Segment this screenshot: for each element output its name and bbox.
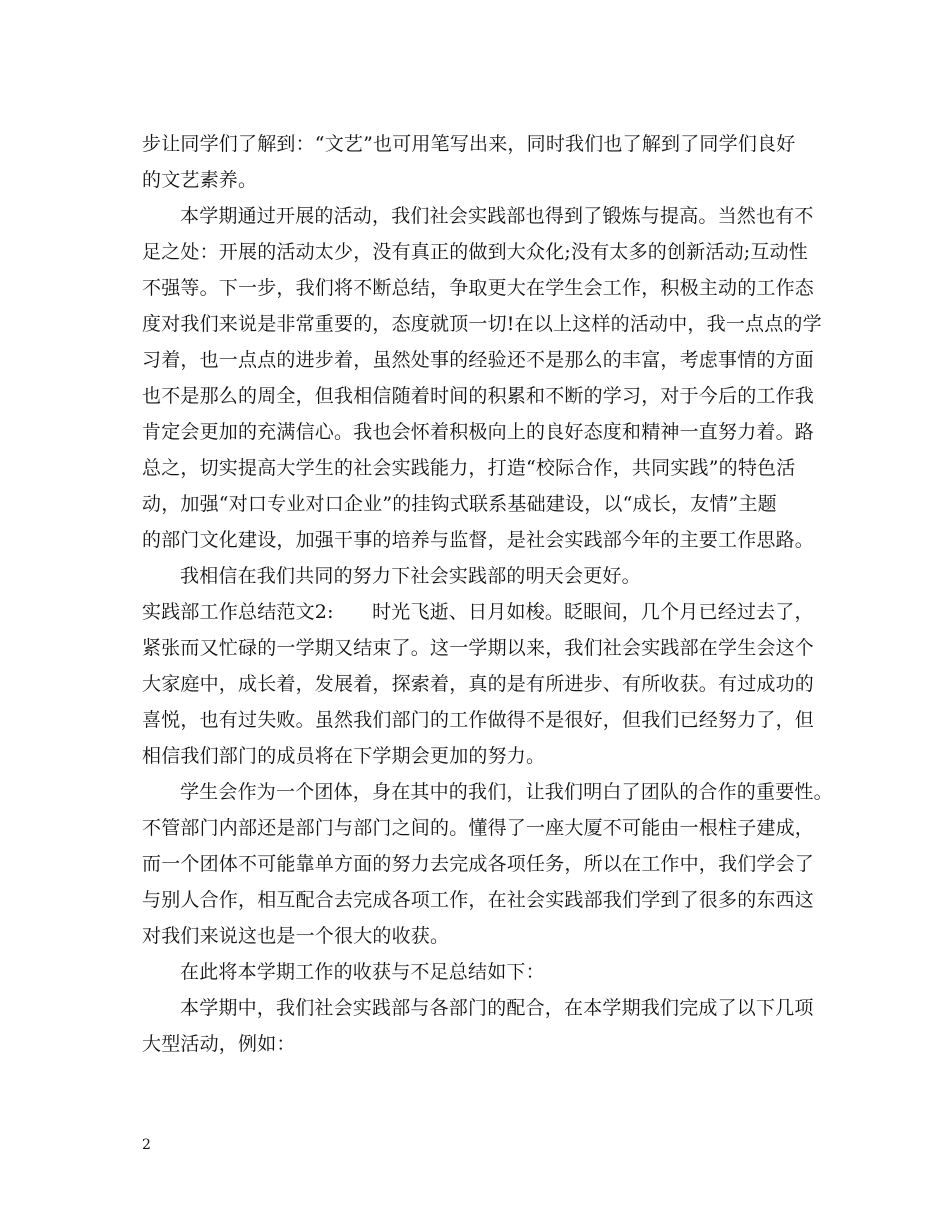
text-line: 不管部门内部还是部门与部门之间的。懂得了一座大厦不可能由一根柱子建成，	[142, 817, 815, 839]
text-line: 习着，也一点点的进步着，虽然处事的经验还不是那么的丰富，考虑事情的方面	[142, 349, 815, 371]
text-line: 肯定会更加的充满信心。我也会怀着积极向上的良好态度和精神一直努力着。路	[142, 421, 815, 443]
text-line: 的文艺素养。	[142, 169, 258, 191]
page-number: 2	[142, 1137, 151, 1153]
text-line: 本学期通过开展的活动，我们社会实践部也得到了锻炼与提高。当然也有不	[180, 205, 814, 227]
text-line: 相信我们部门的成员将在下学期会更加的努力。	[142, 745, 546, 767]
text-line: 而一个团体不可能靠单方面的努力去完成各项任务，所以在工作中，我们学会了	[142, 853, 815, 875]
text-line: 动，加强“对口专业对口企业”的挂钩式联系基础建设，以“成长，友情”主题	[142, 493, 777, 515]
text-line: 大型活动，例如：	[142, 1033, 296, 1055]
text-line: 足之处：开展的活动太少，没有真正的做到大众化;没有太多的创新活动;互动性	[142, 241, 809, 263]
text-line: 学生会作为一个团体，身在其中的我们，让我们明白了团队的合作的重要性。	[180, 781, 833, 803]
text-line: 度对我们来说是非常重要的，态度就顶一切!在以上这样的活动中，我一点点的学	[142, 313, 822, 335]
text-line: 大家庭中，成长着，发展着，探索着，真的是有所进步、有所收获。有过成功的	[142, 673, 815, 695]
text-line: 在此将本学期工作的收获与不足总结如下：	[180, 961, 545, 983]
text-line: 喜悦，也有过失败。虽然我们部门的工作做得不是很好，但我们已经努力了，但	[142, 709, 815, 731]
document-body	[142, 126, 833, 1062]
text-line: 不强等。下一步，我们将不断总结，争取更大在学生会工作，积极主动的工作态	[142, 277, 815, 299]
text-line: 也不是那么的周全，但我相信随着时间的积累和不断的学习，对于今后的工作我	[142, 385, 815, 407]
text-line: 本学期中，我们社会实践部与各部门的配合，在本学期我们完成了以下几项	[180, 997, 814, 1019]
text-line: 对我们来说这也是一个很大的收获。	[142, 925, 450, 947]
text-line: 总之，切实提高大学生的社会实践能力，打造“校际合作，共同实践”的特色活	[142, 457, 796, 479]
text-line: 紧张而又忙碌的一学期又结束了。这一学期以来，我们社会实践部在学生会这个	[142, 637, 815, 659]
text-line: 步让同学们了解到：“文艺”也可用笔写出来，同时我们也了解到了同学们良好	[142, 133, 796, 155]
text-line: 实践部工作总结范文2: 时光飞逝、日月如梭。眨眼间，几个月已经过去了，	[142, 601, 814, 623]
text-line: 与别人合作，相互配合去完成各项工作，在社会实践部我们学到了很多的东西这	[142, 889, 815, 911]
text-line: 的部门文化建设，加强干事的培养与监督，是社会实践部今年的主要工作思路。	[142, 529, 815, 551]
text-line: 我相信在我们共同的努力下社会实践部的明天会更好。	[180, 565, 641, 587]
